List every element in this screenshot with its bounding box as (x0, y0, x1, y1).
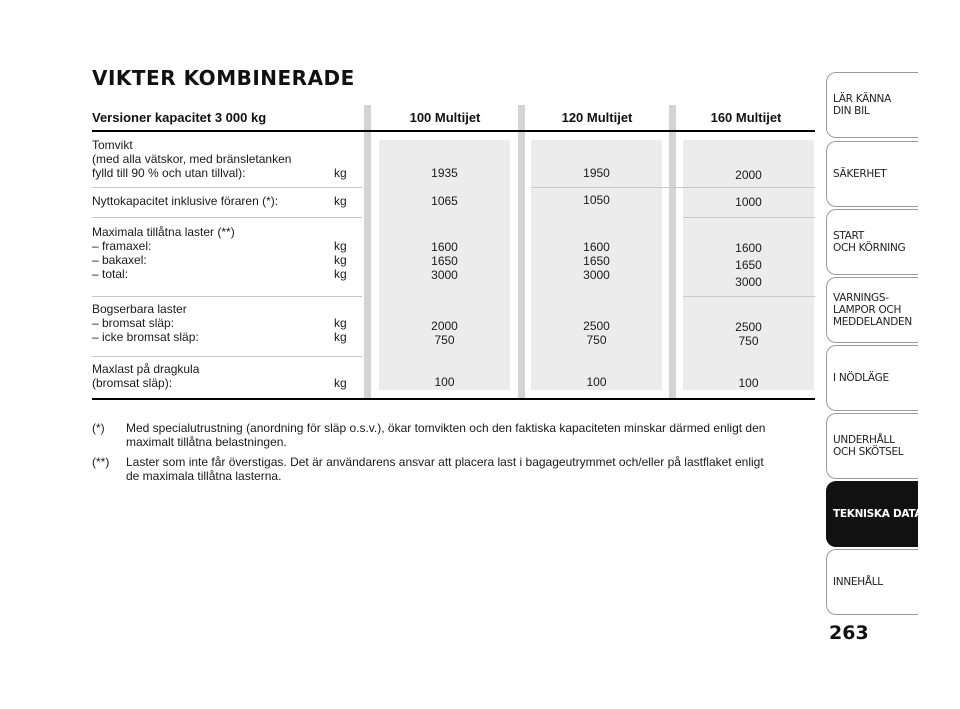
column-header-120: 120 Multijet (561, 110, 633, 125)
column-header-100: 100 Multijet (409, 110, 481, 125)
row-label-towball-load: Maxlast på dragkula (bromsat släp): (92, 362, 200, 390)
nav-tab-contents[interactable]: INNEHÅLL (826, 549, 918, 615)
value-cell: 100 (434, 375, 455, 389)
nav-tab-get-to-know-car[interactable]: LÄR KÄNNA DIN BIL (826, 72, 918, 138)
value-cell: 1600 1650 3000 (735, 241, 762, 289)
nav-tab-warning-lights[interactable]: VARNINGS- LAMPOR OCH MEDDELANDEN (826, 277, 918, 343)
nav-tab-safety[interactable]: SÄKERHET (826, 141, 918, 207)
column-separator (364, 105, 371, 400)
column-header-160: 160 Multijet (710, 110, 782, 125)
value-cell: 1935 (431, 166, 458, 180)
page-number: 263 (829, 622, 869, 644)
row-divider (92, 187, 362, 188)
row-label-max-loads: Maximala tillåtna laster (**) – framaxel: – bakaxel: – total: (92, 225, 235, 281)
footnote-1: (*) Med specialutrustning (anordning för släp o.s.v.), ökar tomvikten och den faktiska kapaciteten minskar därmed enligt den maximalt tillåtna belastningen. (92, 421, 766, 449)
version-header: Versioner kapacitet 3 000 kg (92, 110, 267, 125)
value-cell: 1600 1650 3000 (431, 240, 458, 282)
table-bottom-rule (92, 398, 815, 400)
value-cell: 2500 750 (735, 320, 762, 348)
row-unit: kg (334, 194, 347, 208)
value-cell: 1950 (583, 166, 610, 180)
nav-tab-technical-data[interactable]: TEKNISKA DATA (826, 481, 918, 547)
row-label-payload: Nyttokapacitet inklusive föraren (*): (92, 194, 279, 208)
value-cell: 2500 750 (583, 319, 610, 347)
nav-tab-maintenance[interactable]: UNDERHÅLL OCH SKÖTSEL (826, 413, 918, 479)
row-divider (531, 187, 815, 188)
row-unit: kg (334, 376, 347, 390)
row-divider (92, 217, 362, 218)
value-cell: 1600 1650 3000 (583, 240, 610, 282)
row-unit: kg (334, 166, 347, 180)
footnote-2: (**) Laster som inte får överstigas. Det är användarens ansvar att placera last i bagageutrymmet och/eller på lastflaket enligt de maximala tillåtna lasterna. (92, 455, 764, 483)
nav-tab-starting-driving[interactable]: START OCH KÖRNING (826, 209, 918, 275)
value-cell: 2000 750 (431, 319, 458, 347)
value-cell: 1065 (431, 194, 458, 208)
column-separator (669, 105, 676, 400)
column-separator (518, 105, 525, 400)
row-divider (92, 356, 362, 357)
row-unit: kg kg (334, 316, 347, 344)
header-rule (92, 130, 815, 132)
row-unit: kg kg kg (334, 239, 347, 281)
value-cell: 1000 (735, 195, 762, 209)
value-cell: 1050 (583, 193, 610, 207)
value-cell: 2000 (735, 168, 762, 182)
row-divider (683, 217, 815, 218)
row-label-empty-weight: Tomvikt (med alla vätskor, med bränsletanken fylld till 90 % och utan tillval): (92, 138, 292, 180)
value-cell: 100 (586, 375, 607, 389)
page-title: VIKTER KOMBINERADE (92, 66, 355, 90)
row-label-towing: Bogserbara laster – bromsat släp: – icke bromsat släp: (92, 302, 199, 344)
row-divider (92, 296, 362, 297)
row-divider (683, 296, 815, 297)
nav-tab-emergency[interactable]: I NÖDLÄGE (826, 345, 918, 411)
value-cell: 100 (738, 376, 759, 390)
